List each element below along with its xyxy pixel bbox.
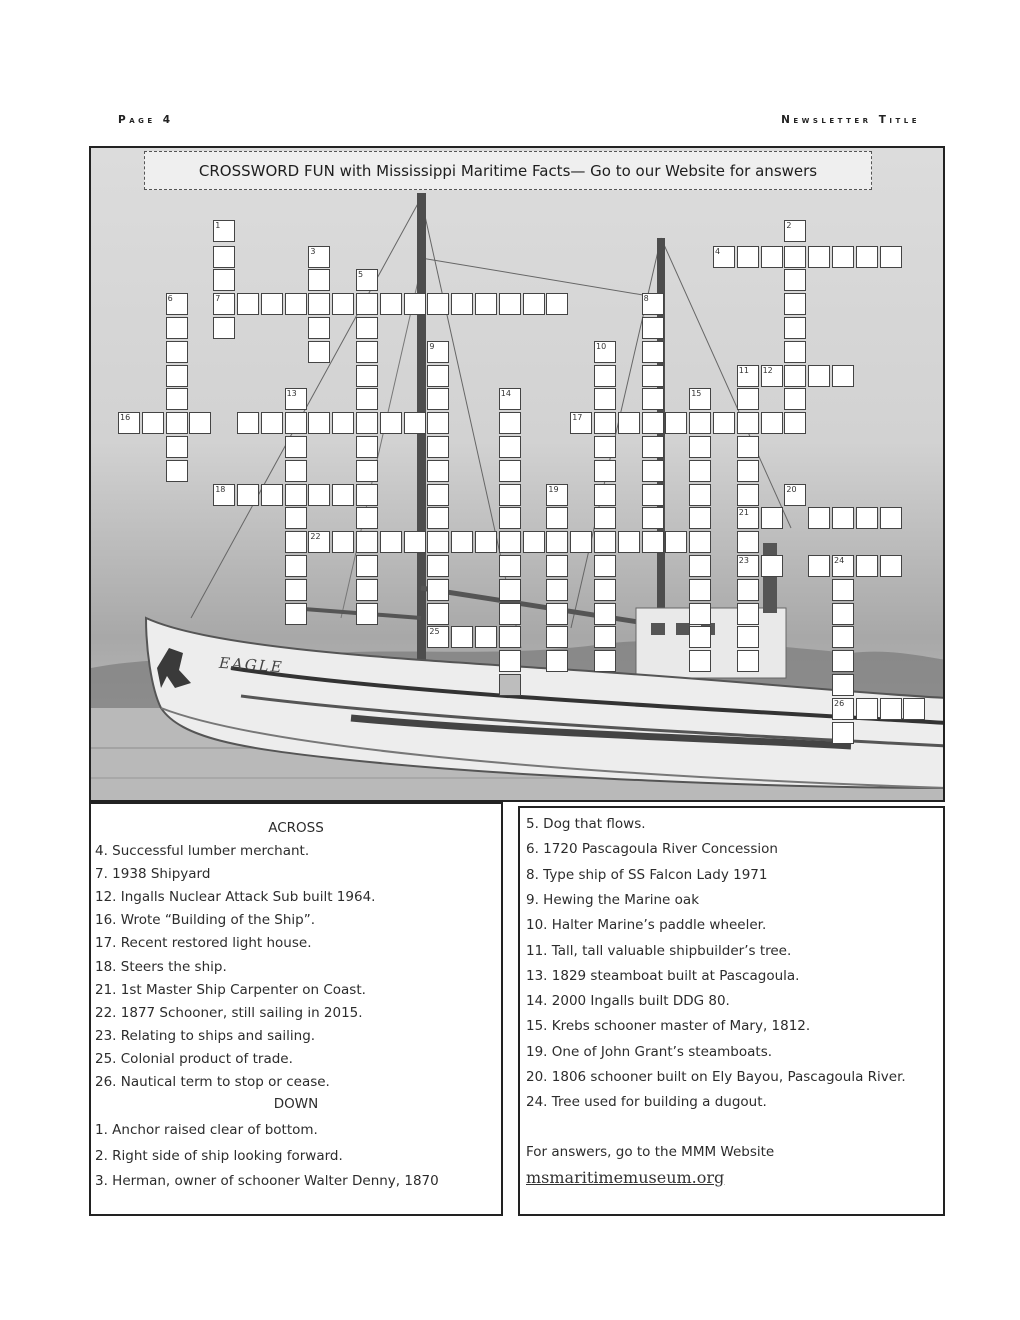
across-clue: 18. Steers the ship. <box>95 958 227 975</box>
crossword-cell[interactable] <box>856 698 878 720</box>
crossword-cell[interactable] <box>594 579 616 601</box>
crossword-cell[interactable] <box>784 484 806 506</box>
crossword-cell[interactable] <box>261 412 283 434</box>
across-clue: 17. Recent restored light house. <box>95 935 312 952</box>
website-link[interactable]: msmaritimemuseum.org <box>526 1168 725 1187</box>
crossword-cell[interactable] <box>546 555 568 577</box>
crossword-cell[interactable] <box>427 460 449 482</box>
crossword-cell[interactable] <box>594 341 616 363</box>
crossword-cell[interactable] <box>285 507 307 529</box>
crossword-cell[interactable] <box>761 507 783 529</box>
clue-number: 12 <box>762 365 773 375</box>
clue-number: 4 <box>715 246 721 256</box>
crossword-cell[interactable] <box>499 650 521 672</box>
crossword-cell[interactable] <box>832 698 854 720</box>
crossword-cell[interactable] <box>166 436 188 458</box>
across-clue: 26. Nautical term to stop or cease. <box>95 1074 330 1090</box>
crossword-cell[interactable] <box>832 507 854 529</box>
crossword-cell[interactable] <box>594 412 616 434</box>
crossword-cell[interactable] <box>594 555 616 577</box>
crossword-cell[interactable] <box>356 460 378 482</box>
crossword-cell[interactable] <box>499 579 521 601</box>
crossword-cell[interactable] <box>356 317 378 339</box>
crossword-cell[interactable] <box>856 555 878 577</box>
across-clue: 23. Relating to ships and sailing. <box>95 1027 316 1044</box>
crossword-cell[interactable] <box>427 626 449 648</box>
crossword-cell[interactable] <box>427 365 449 387</box>
crossword-cell[interactable] <box>523 293 545 315</box>
crossword-cell[interactable] <box>642 460 664 482</box>
crossword-cell[interactable] <box>356 341 378 363</box>
crossword-cell[interactable] <box>285 293 307 315</box>
crossword-cell[interactable] <box>689 460 711 482</box>
crossword-cell[interactable] <box>499 603 521 625</box>
crossword-cell[interactable] <box>166 365 188 387</box>
crossword-cell[interactable] <box>356 269 378 291</box>
crossword-cell[interactable] <box>618 531 640 553</box>
crossword-cell[interactable] <box>237 484 259 506</box>
crossword-title: CROSSWORD FUN with Mississippi Maritime Facts— Go to our Website for answers <box>198 161 818 180</box>
crossword-cell[interactable] <box>784 365 806 387</box>
crossword-cell[interactable] <box>737 650 759 672</box>
crossword-cell[interactable] <box>356 555 378 577</box>
crossword-cell[interactable] <box>642 293 664 315</box>
answers-note: For answers, go to the MMM Website <box>526 1144 775 1160</box>
crossword-cell[interactable] <box>594 388 616 410</box>
crossword-cell[interactable] <box>427 412 449 434</box>
crossword-title-box <box>144 151 872 190</box>
crossword-cell[interactable] <box>546 507 568 529</box>
crossword-cell[interactable] <box>427 293 449 315</box>
crossword-cell[interactable] <box>856 246 878 268</box>
clue-number: 1 <box>215 221 221 230</box>
crossword-cell[interactable] <box>689 579 711 601</box>
crossword-cell[interactable] <box>689 555 711 577</box>
crossword-cell[interactable] <box>594 626 616 648</box>
crossword-cell[interactable] <box>166 412 188 434</box>
crossword-cell[interactable] <box>570 531 592 553</box>
crossword-cell[interactable] <box>689 531 711 553</box>
crossword-cell[interactable] <box>784 412 806 434</box>
crossword-cell[interactable] <box>356 531 378 553</box>
crossword-cell[interactable] <box>499 484 521 506</box>
crossword-cell[interactable] <box>737 246 759 268</box>
down-clue: 11. Tall, tall valuable shipbuilder’s tree. <box>526 942 792 959</box>
across-clue: 21. 1st Master Ship Carpenter on Coast. <box>95 981 366 998</box>
crossword-cell[interactable] <box>332 531 354 553</box>
crossword-cell[interactable] <box>285 412 307 434</box>
crossword-cell[interactable] <box>142 412 164 434</box>
newsletter-title: Newsletter Title <box>781 114 920 126</box>
down-clue: 13. 1829 steamboat built at Pascagoula. <box>526 967 800 984</box>
crossword-cell[interactable] <box>832 603 854 625</box>
clue-number: 8 <box>643 294 649 304</box>
crossword-cell[interactable] <box>332 412 354 434</box>
crossword-cell[interactable] <box>308 484 330 506</box>
crossword-cell[interactable] <box>427 341 449 363</box>
crossword-cell[interactable] <box>880 698 902 720</box>
down-clue: 24. Tree used for building a dugout. <box>526 1094 767 1111</box>
crossword-cell[interactable] <box>689 388 711 410</box>
crossword-cell[interactable] <box>261 293 283 315</box>
crossword-cell[interactable] <box>427 484 449 506</box>
across-clue: 22. 1877 Schooner, still sailing in 2015. <box>95 1004 363 1021</box>
crossword-cell[interactable] <box>427 603 449 625</box>
crossword-cell[interactable] <box>356 365 378 387</box>
crossword-cell[interactable] <box>642 436 664 458</box>
down-clue: 2. Right side of ship looking forward. <box>95 1147 343 1164</box>
boat-name: EAGLE <box>218 653 285 677</box>
clue-number: 10 <box>596 341 607 351</box>
across-clue: 16. Wrote “Building of the Ship”. <box>95 912 316 929</box>
crossword-cell[interactable] <box>308 317 330 339</box>
crossword-cell[interactable] <box>166 460 188 482</box>
clue-number: 26 <box>834 698 845 708</box>
clue-number: 18 <box>215 484 226 494</box>
crossword-cell[interactable] <box>213 220 235 242</box>
crossword-cell[interactable] <box>832 579 854 601</box>
crossword-cell[interactable] <box>737 555 759 577</box>
down-clue: 8. Type ship of SS Falcon Lady 1971 <box>526 866 768 883</box>
crossword-cell[interactable] <box>808 246 830 268</box>
crossword-cell[interactable] <box>499 555 521 577</box>
crossword-cell[interactable] <box>784 341 806 363</box>
clue-number: 3 <box>310 246 316 256</box>
crossword-cell[interactable] <box>499 436 521 458</box>
crossword-cell[interactable] <box>832 674 854 696</box>
crossword-cell[interactable] <box>761 555 783 577</box>
crossword-cell[interactable] <box>285 555 307 577</box>
across-clue: 12. Ingalls Nuclear Attack Sub built 1964. <box>95 889 376 906</box>
crossword-cell[interactable] <box>404 531 426 553</box>
crossword-cell[interactable] <box>118 412 140 434</box>
crossword-cell[interactable] <box>784 246 806 268</box>
crossword-cell[interactable] <box>499 674 521 696</box>
crossword-cell[interactable] <box>308 269 330 291</box>
crossword-cell[interactable] <box>689 412 711 434</box>
down-clue: 9. Hewing the Marine oak <box>526 891 700 908</box>
crossword-cell[interactable] <box>784 269 806 291</box>
crossword-cell[interactable] <box>285 436 307 458</box>
down-clue: 20. 1806 schooner built on Ely Bayou, Pascagoula River. <box>526 1069 906 1085</box>
crossword-cell[interactable] <box>594 650 616 672</box>
crossword-cell[interactable] <box>380 412 402 434</box>
clue-number: 16 <box>120 413 131 423</box>
crossword-cell[interactable] <box>737 460 759 482</box>
crossword-cell[interactable] <box>642 412 664 434</box>
crossword-cell[interactable] <box>427 579 449 601</box>
crossword-cell[interactable] <box>356 507 378 529</box>
crossword-cell[interactable] <box>308 293 330 315</box>
crossword-cell[interactable] <box>213 293 235 315</box>
crossword-cell[interactable] <box>689 650 711 672</box>
crossword-cell[interactable] <box>761 246 783 268</box>
clue-number: 15 <box>691 389 702 399</box>
crossword-cell[interactable] <box>832 722 854 744</box>
crossword-cell[interactable] <box>642 531 664 553</box>
clue-number: 25 <box>429 627 440 637</box>
crossword-cell[interactable] <box>594 365 616 387</box>
crossword-cell[interactable] <box>784 388 806 410</box>
crossword-cell[interactable] <box>189 412 211 434</box>
across-clue: 4. Successful lumber merchant. <box>95 843 310 859</box>
crossword-cell[interactable] <box>499 460 521 482</box>
across-clue: 25. Colonial product of trade. <box>95 1050 293 1067</box>
crossword-cell[interactable] <box>665 531 687 553</box>
clue-number: 20 <box>786 484 797 494</box>
crossword-cell[interactable] <box>451 531 473 553</box>
across-heading: ACROSS <box>268 820 324 836</box>
crossword-cell[interactable] <box>546 626 568 648</box>
crossword-cell[interactable] <box>642 341 664 363</box>
crossword-cell[interactable] <box>903 698 925 720</box>
crossword-cell[interactable] <box>166 388 188 410</box>
crossword-cell[interactable] <box>737 388 759 410</box>
clue-number: 21 <box>738 508 749 518</box>
crossword-cell[interactable] <box>213 317 235 339</box>
crossword-cell[interactable] <box>689 436 711 458</box>
clue-number: 6 <box>167 294 173 304</box>
crossword-cell[interactable] <box>546 484 568 506</box>
crossword-cell[interactable] <box>594 603 616 625</box>
crossword-cell[interactable] <box>427 507 449 529</box>
crossword-cell[interactable] <box>784 293 806 315</box>
crossword-cell[interactable] <box>261 484 283 506</box>
clue-number: 7 <box>215 294 221 304</box>
page-number: Page 4 <box>118 114 174 126</box>
crossword-cell[interactable] <box>642 365 664 387</box>
crossword-cell[interactable] <box>689 484 711 506</box>
crossword-cell[interactable] <box>713 412 735 434</box>
crossword-cell[interactable] <box>642 388 664 410</box>
crossword-cell[interactable] <box>499 388 521 410</box>
crossword-cell[interactable] <box>832 650 854 672</box>
crossword-cell[interactable] <box>642 484 664 506</box>
crossword-cell[interactable] <box>808 365 830 387</box>
crossword-cell[interactable] <box>499 293 521 315</box>
crossword-cell[interactable] <box>737 365 759 387</box>
crossword-cell[interactable] <box>689 603 711 625</box>
crossword-cell[interactable] <box>856 507 878 529</box>
clue-number: 2 <box>786 221 792 230</box>
crossword-cell[interactable] <box>475 626 497 648</box>
crossword-cell[interactable] <box>880 246 902 268</box>
crossword-cell[interactable] <box>404 412 426 434</box>
crossword-cell[interactable] <box>356 412 378 434</box>
crossword-cell[interactable] <box>356 603 378 625</box>
crossword-cell[interactable] <box>308 341 330 363</box>
crossword-cell[interactable] <box>594 460 616 482</box>
down-clue: 19. One of John Grant’s steamboats. <box>526 1043 773 1060</box>
down-clue: 3. Herman, owner of schooner Walter Denny, 1870 <box>95 1173 439 1189</box>
crossword-cell[interactable] <box>594 531 616 553</box>
crossword-cell[interactable] <box>642 317 664 339</box>
crossword-cell[interactable] <box>427 436 449 458</box>
down-clue: 10. Halter Marine’s paddle wheeler. <box>526 917 767 934</box>
crossword-cell[interactable] <box>213 269 235 291</box>
crossword-cell[interactable] <box>880 507 902 529</box>
crossword-cell[interactable] <box>832 626 854 648</box>
crossword-cell[interactable] <box>594 484 616 506</box>
crossword-cell[interactable] <box>166 293 188 315</box>
crossword-cell[interactable] <box>689 507 711 529</box>
crossword-cell[interactable] <box>285 579 307 601</box>
down-heading: DOWN <box>273 1096 319 1112</box>
clue-number: 5 <box>358 270 364 280</box>
crossword-cell[interactable] <box>237 293 259 315</box>
crossword-cell[interactable] <box>285 531 307 553</box>
crossword-cell[interactable] <box>285 603 307 625</box>
crossword-cell[interactable] <box>404 293 426 315</box>
crossword-cell[interactable] <box>285 484 307 506</box>
crossword-cell[interactable] <box>784 317 806 339</box>
crossword-cell[interactable] <box>332 293 354 315</box>
crossword-cell[interactable] <box>523 531 545 553</box>
crossword-cell[interactable] <box>737 507 759 529</box>
crossword-cell[interactable] <box>499 626 521 648</box>
clue-number: 17 <box>572 413 583 423</box>
crossword-cell[interactable] <box>689 626 711 648</box>
crossword-cell[interactable] <box>546 650 568 672</box>
crossword-cell[interactable] <box>308 246 330 268</box>
crossword-cell[interactable] <box>332 484 354 506</box>
crossword-cell[interactable] <box>546 579 568 601</box>
clue-number: 19 <box>548 484 559 494</box>
crossword-cell[interactable] <box>308 531 330 553</box>
crossword-cell[interactable] <box>761 365 783 387</box>
crossword-cell[interactable] <box>475 293 497 315</box>
clue-number: 13 <box>286 389 297 399</box>
down-clue: 14. 2000 Ingalls built DDG 80. <box>526 993 730 1010</box>
clue-number: 22 <box>310 532 321 542</box>
crossword-cell[interactable] <box>356 484 378 506</box>
crossword-cell[interactable] <box>451 293 473 315</box>
down-clue: 6. 1720 Pascagoula River Concession <box>526 841 778 858</box>
crossword-cell[interactable] <box>356 388 378 410</box>
crossword-cell[interactable] <box>594 436 616 458</box>
crossword-cell[interactable] <box>356 579 378 601</box>
clue-number: 24 <box>834 555 845 565</box>
crossword-cell[interactable] <box>737 603 759 625</box>
crossword-grid <box>91 148 945 802</box>
crossword-cell[interactable] <box>380 293 402 315</box>
crossword-cell[interactable] <box>285 388 307 410</box>
down-clue: 1. Anchor raised clear of bottom. <box>95 1122 318 1138</box>
crossword-cell[interactable] <box>570 412 592 434</box>
crossword-cell[interactable] <box>546 293 568 315</box>
crossword-cell[interactable] <box>166 317 188 339</box>
crossword-cell[interactable] <box>642 507 664 529</box>
crossword-cell[interactable] <box>808 507 830 529</box>
crossword-cell[interactable] <box>832 365 854 387</box>
crossword-cell[interactable] <box>427 388 449 410</box>
crossword-cell[interactable] <box>499 531 521 553</box>
crossword-cell[interactable] <box>427 531 449 553</box>
crossword-cell[interactable] <box>737 531 759 553</box>
crossword-cell[interactable] <box>499 507 521 529</box>
crossword-cell[interactable] <box>427 555 449 577</box>
crossword-cell[interactable] <box>737 626 759 648</box>
crossword-cell[interactable] <box>546 603 568 625</box>
crossword-cell[interactable] <box>451 626 473 648</box>
crossword-cell[interactable] <box>737 412 759 434</box>
crossword-cell[interactable] <box>237 412 259 434</box>
down-clue: 15. Krebs schooner master of Mary, 1812. <box>526 1018 811 1035</box>
crossword-cell[interactable] <box>808 555 830 577</box>
crossword-cell[interactable] <box>213 484 235 506</box>
clue-number: 9 <box>429 341 435 351</box>
crossword-cell[interactable] <box>784 220 806 242</box>
crossword-cell[interactable] <box>737 484 759 506</box>
crossword-cell[interactable] <box>356 436 378 458</box>
crossword-cell[interactable] <box>618 412 640 434</box>
crossword-cell[interactable] <box>213 246 235 268</box>
down-clue: 5. Dog that flows. <box>526 816 646 832</box>
crossword-cell[interactable] <box>356 293 378 315</box>
crossword-cell[interactable] <box>737 579 759 601</box>
crossword-cell[interactable] <box>594 507 616 529</box>
crossword-cell[interactable] <box>499 412 521 434</box>
crossword-panel <box>89 146 945 802</box>
crossword-cell[interactable] <box>166 341 188 363</box>
clue-number: 11 <box>738 365 749 375</box>
crossword-cell[interactable] <box>880 555 902 577</box>
clues-right-box <box>518 806 945 1216</box>
clue-number: 23 <box>738 555 749 565</box>
crossword-cell[interactable] <box>308 412 330 434</box>
crossword-cell[interactable] <box>737 436 759 458</box>
clues-left-box <box>89 802 503 1216</box>
crossword-cell[interactable] <box>285 460 307 482</box>
across-clue: 7. 1938 Shipyard <box>95 866 211 883</box>
crossword-cell[interactable] <box>665 412 687 434</box>
crossword-cell[interactable] <box>832 555 854 577</box>
crossword-cell[interactable] <box>475 531 497 553</box>
crossword-cell[interactable] <box>761 412 783 434</box>
crossword-cell[interactable] <box>832 246 854 268</box>
crossword-cell[interactable] <box>546 531 568 553</box>
crossword-cell[interactable] <box>380 531 402 553</box>
crossword-cell[interactable] <box>713 246 735 268</box>
clue-number: 14 <box>500 389 511 399</box>
